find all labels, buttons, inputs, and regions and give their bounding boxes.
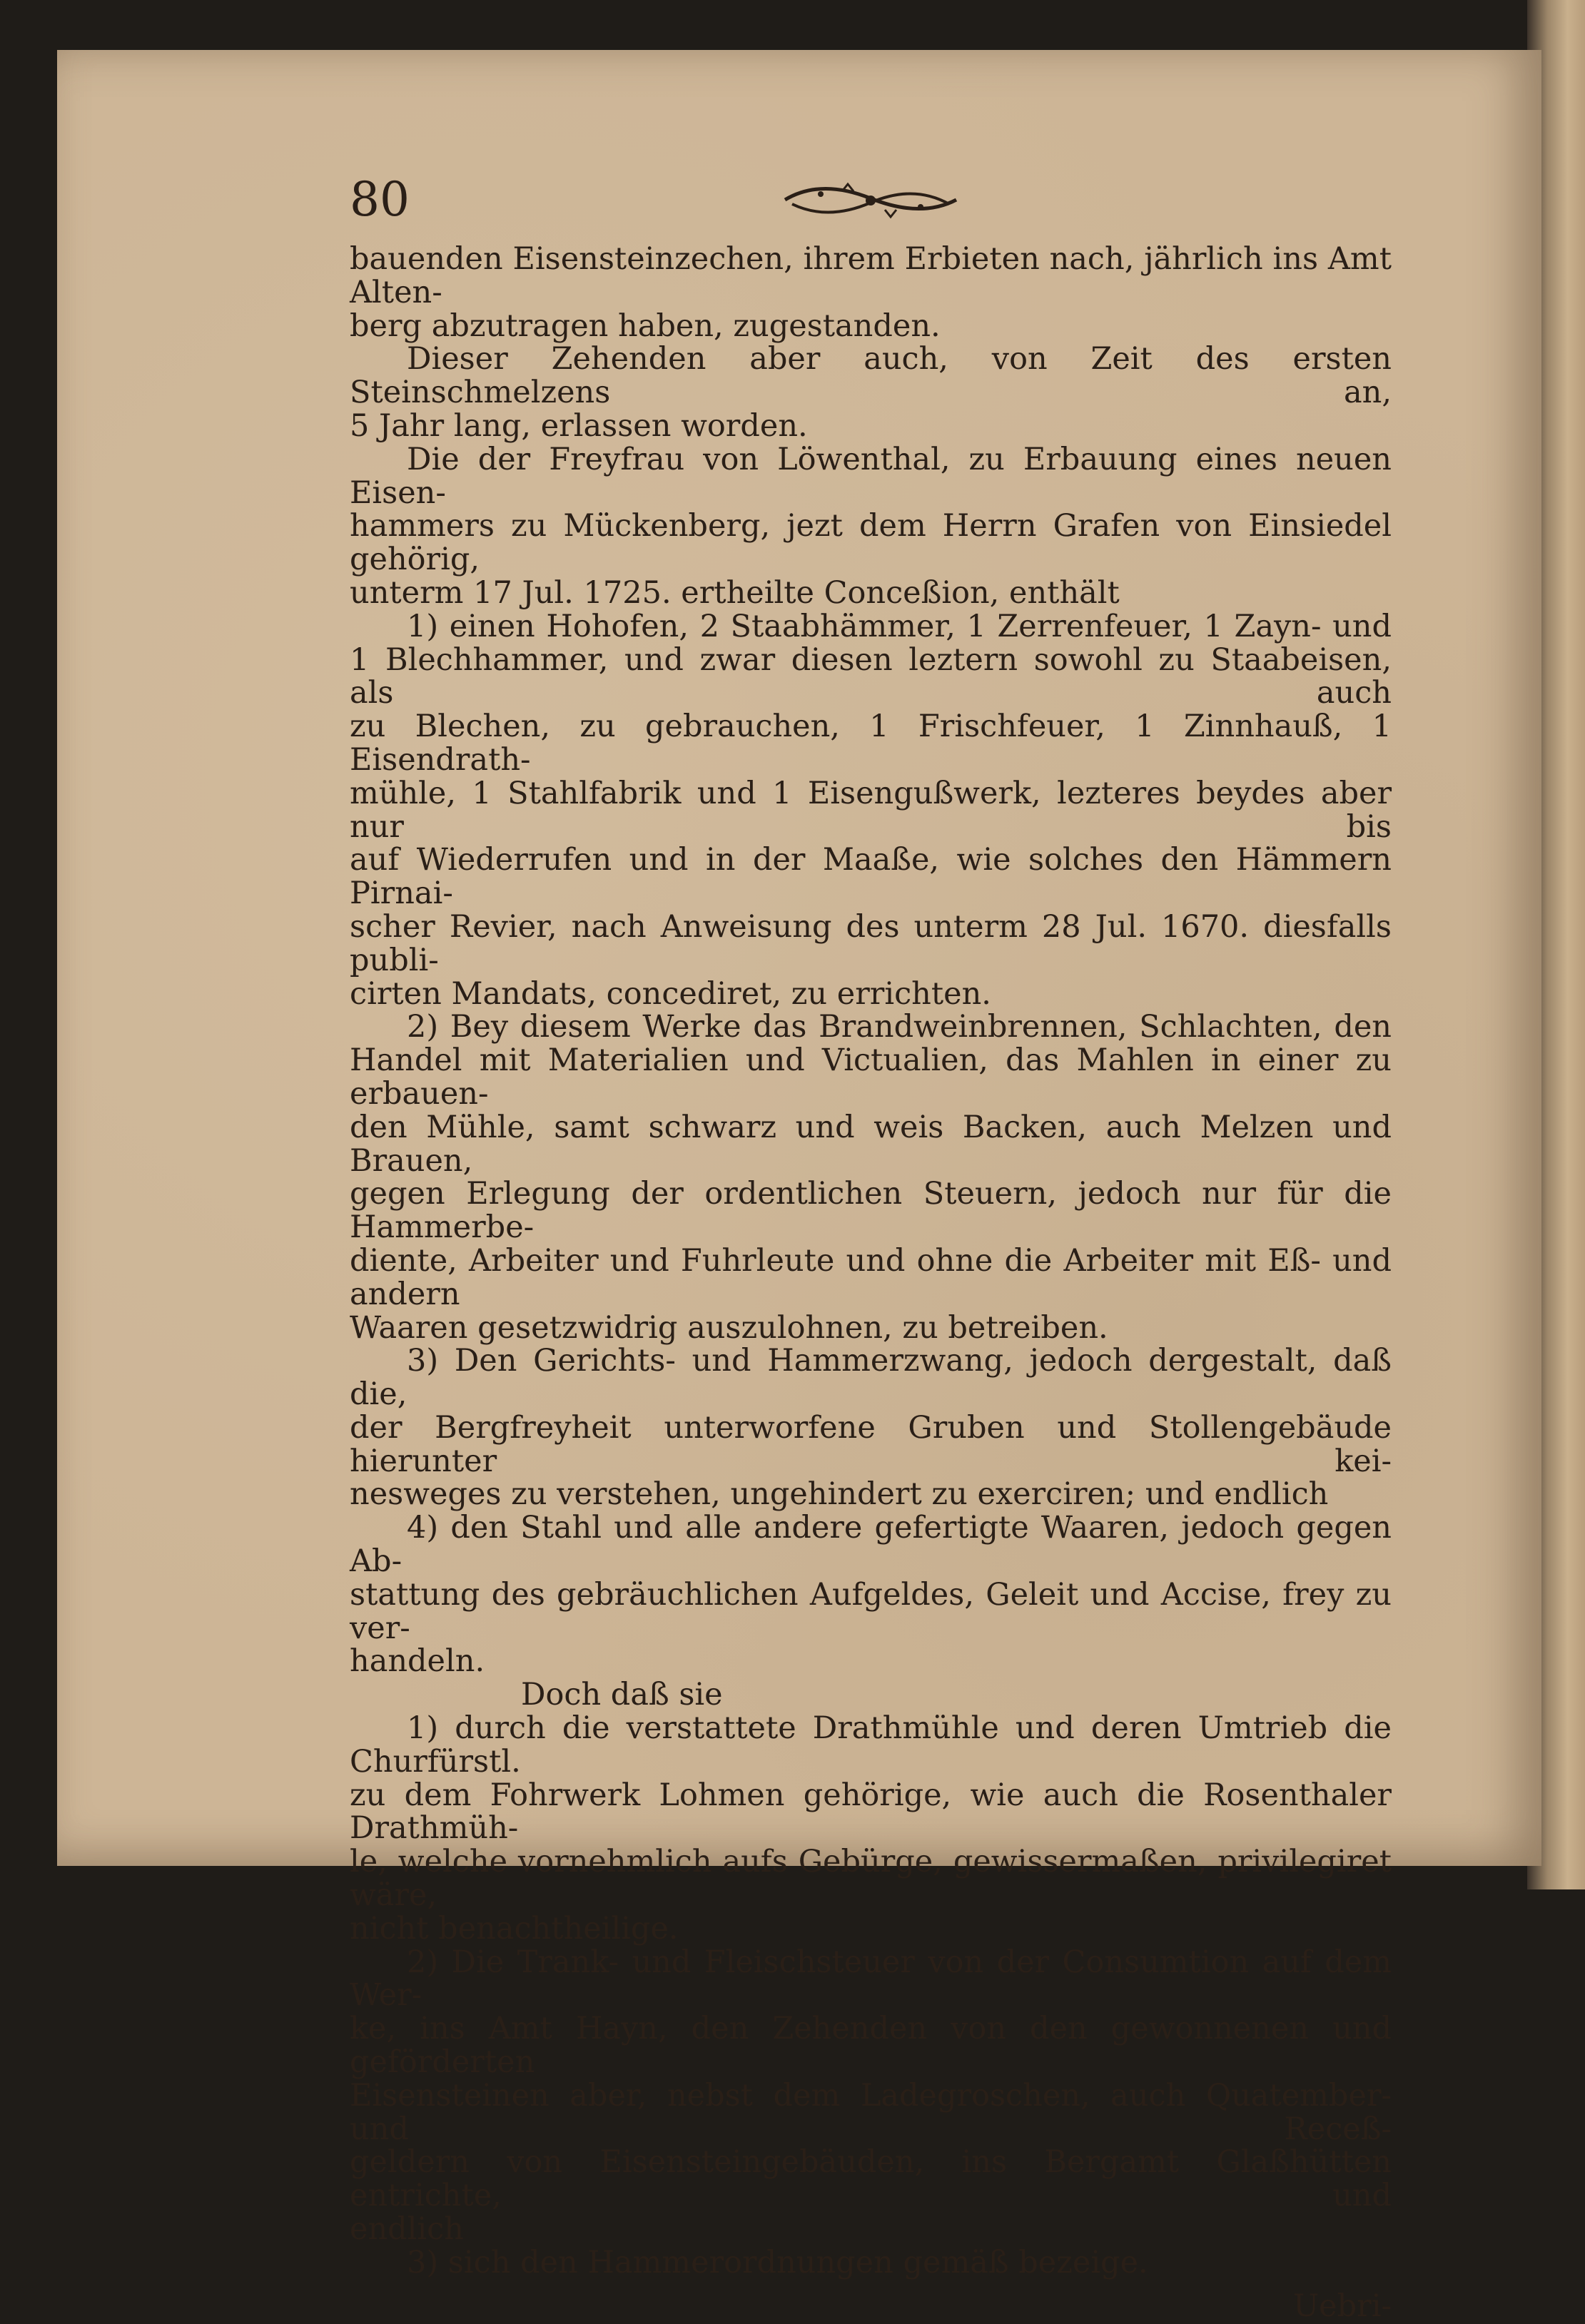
text-line: Die der Freyfrau von Löwenthal, zu Erbauung eines neuen Eisen- <box>350 441 1392 511</box>
text-line: le, welche vornehmlich aufs Gebürge, gewissermaßen, privilegiret wäre, <box>350 1844 1392 1914</box>
text-line: geldern von Eisensteingebäuden, ins Bergamt Glaßhütten entrichte, und <box>350 2144 1392 2214</box>
text-line: Dieser Zehenden aber auch, von Zeit des ersten Steinschmelzens an, <box>350 341 1392 411</box>
text-line: der Bergfreyheit unterworfene Gruben und Stollengebäude hierunter kei- <box>350 1409 1392 1479</box>
main-text <box>350 243 1392 2323</box>
text-line: 4) den Stahl und alle andere gefertigte Waaren, jedoch gegen Ab- <box>350 1510 1392 1580</box>
text-line: zu dem Fohrwerk Lohmen gehörige, wie auch die Rosenthaler Drathmüh- <box>350 1777 1392 1847</box>
text-line: Doch daß sie <box>521 1677 723 1713</box>
text-line: bauenden Eisensteinzechen, ihrem Erbieten nach, jährlich ins Amt Alten- <box>350 241 1392 310</box>
text-line: Handel mit Materialien und Victualien, das Mahlen in einer zu erbauen- <box>350 1042 1392 1112</box>
text-line: mühle, 1 Stahlfabrik und 1 Eisengußwerk, lezteres beydes aber nur bis <box>350 775 1392 845</box>
text-line: diente, Arbeiter und Fuhrleute und ohne die Arbeiter mit Eß- und andern <box>350 1242 1392 1312</box>
text-line: nicht benachtheilige. <box>350 1910 679 1947</box>
text-line: nesweges zu verstehen, ungehindert zu exerciren; und endlich <box>350 1476 1329 1513</box>
text-line: 1 Blechhammer, und zwar diesen leztern sowohl zu Staabeisen, als auch <box>350 641 1392 711</box>
text-line: handeln. <box>350 1643 485 1680</box>
catchword: Uebri- <box>1292 2288 1392 2324</box>
text-line: berg abzutragen haben, zugestanden. <box>350 308 941 344</box>
text-line: gegen Erlegung der ordentlichen Steuern, jedoch nur für die Hammerbe- <box>350 1176 1392 1246</box>
text-line: zu Blechen, zu gebrauchen, 1 Frischfeuer, 1 Zinnhauß, 1 Eisendrath- <box>350 709 1392 778</box>
text-line: ke, ins Amt Hayn, den Zehenden von den gewonnenen und geförderten <box>350 2011 1392 2081</box>
page-number: 80 <box>350 172 410 227</box>
text-line: 1) einen Hohofen, 2 Staabhämmer, 1 Zerrenfeuer, 1 Zayn- und <box>407 608 1392 644</box>
text-line: stattung des gebräuchlichen Aufgeldes, Geleit und Accise, frey zu ver- <box>350 1576 1392 1646</box>
text-line: scher Revier, nach Anweisung des unterm 28 Jul. 1670. diesfalls publi- <box>350 908 1392 978</box>
text-line: Waaren gesetzwidrig auszulohnen, zu betreiben. <box>350 1309 1108 1346</box>
text-line: 2) Die Trank- und Fleischsteuer von der Consumtion auf dem Wer- <box>350 1944 1392 2014</box>
text-line: Eisensteinen aber, nebst dem Ladegroschen, auch Quatember- und Receß- <box>350 2077 1392 2147</box>
text-line: auf Wiederrufen und in der Maaße, wie solches den Hämmern Pirnai- <box>350 842 1392 912</box>
ornament-icon <box>778 171 963 228</box>
text-line: hammers zu Mückenberg, jezt dem Herrn Grafen von Einsiedel gehörig, <box>350 508 1392 578</box>
text-line: unterm 17 Jul. 1725. ertheilte Conceßion, enthält <box>350 574 1120 611</box>
text-line: endlich <box>350 2211 464 2248</box>
text-line: cirten Mandats, concediret, zu errichten. <box>350 975 991 1012</box>
text-line: 2) Bey diesem Werke das Brandweinbrennen, Schlachten, den <box>407 1009 1392 1045</box>
text-line: 1) durch die verstattete Drathmühle und deren Umtrieb die Churfürstl. <box>350 1710 1392 1780</box>
text-line: 3) Den Gerichts- und Hammerzwang, jedoch dergestalt, daß die, <box>350 1343 1392 1413</box>
text-line: den Mühle, samt schwarz und weis Backen, auch Melzen und Brauen, <box>350 1109 1392 1179</box>
text-line: 5 Jahr lang, erlassen worden. <box>350 407 808 444</box>
text-line: 3) sich den Hammerordnungen gemäß bezeige. <box>407 2244 1148 2280</box>
page-header <box>350 171 1392 228</box>
